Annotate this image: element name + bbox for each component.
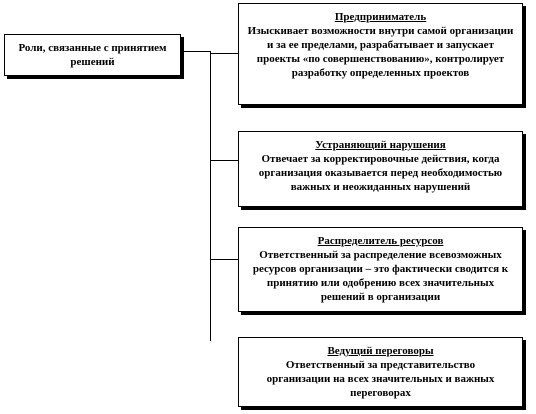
connector-branch-3 xyxy=(210,259,238,260)
role-box-resource-allocator xyxy=(238,227,523,312)
role-desc-disturbance-handler: Отвечает за корректировочные действия, когда организация оказывается перед необходимостью важных и неожиданных нарушений xyxy=(258,153,503,193)
role-desc-resource-allocator: Ответственный за распределение всевозможных ресурсов организации – это фактически сводится к принятию или одобрению всех значительных решений в организации xyxy=(252,249,509,303)
role-title-disturbance-handler: Устраняющий нарушения xyxy=(315,139,446,151)
root-label: Роли, связанные с принятием решений xyxy=(18,42,167,68)
role-title-negotiator: Ведущий переговоры xyxy=(327,345,434,357)
role-title-resource-allocator: Распределитель ресурсов xyxy=(317,235,444,247)
root-node xyxy=(4,34,181,76)
connector-branch-2 xyxy=(210,160,238,161)
connector-trunk xyxy=(210,51,211,341)
role-desc-negotiator: Ответственный за представительство организации на всех значительных и важных переговорах xyxy=(266,359,495,399)
role-box-entrepreneur xyxy=(238,3,523,105)
role-title-entrepreneur: Предприниматель xyxy=(334,11,427,23)
role-box-negotiator xyxy=(238,337,523,407)
connector-root-to-trunk xyxy=(181,51,211,52)
connector-branch-1 xyxy=(210,53,238,54)
role-box-disturbance-handler xyxy=(238,131,523,207)
role-desc-entrepreneur: Изыскивает возможности внутри самой организации и за ее пределами, разрабатывает и запускает проекты «по совершенствованию», контролирует разработку определенных проектов xyxy=(247,25,514,79)
